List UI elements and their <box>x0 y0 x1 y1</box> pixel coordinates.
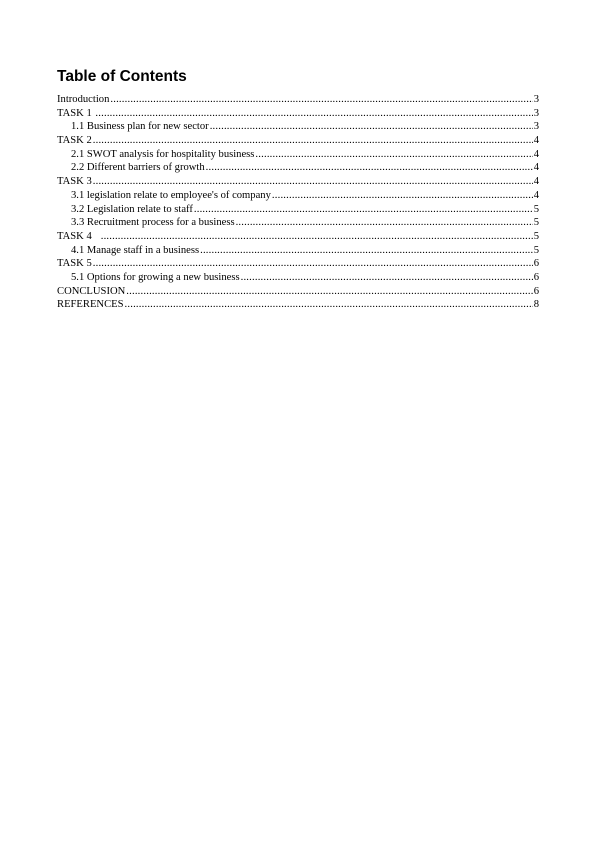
toc-entry-text: 5.1 Options for growing a new business <box>71 271 240 283</box>
toc-entry[interactable] <box>57 271 539 285</box>
toc-page-number: 5 <box>533 203 539 215</box>
toc-entry[interactable] <box>57 216 539 230</box>
toc-page-number: 4 <box>533 189 539 201</box>
toc-entry[interactable] <box>57 298 539 312</box>
toc-dot-leader <box>241 271 533 285</box>
toc-page-number: 5 <box>533 244 539 256</box>
toc-entry[interactable] <box>57 148 539 162</box>
toc-entry[interactable] <box>57 175 539 189</box>
toc-dot-leader <box>101 230 533 244</box>
toc-entry-text: 3.1 legislation relate to employee's of company <box>71 189 271 201</box>
toc-dot-leader <box>236 216 533 230</box>
table-of-contents <box>57 93 539 312</box>
toc-dot-leader <box>125 298 533 312</box>
toc-entry-text: TASK 4 <box>57 230 100 242</box>
toc-page-number: 5 <box>533 217 539 229</box>
toc-dot-leader <box>93 134 533 148</box>
toc-page-number: 4 <box>533 148 539 160</box>
toc-entry-text: TASK 2 <box>57 135 92 147</box>
toc-entry-text: 3.2 Legislation relate to staff <box>71 203 193 215</box>
toc-page-number: 3 <box>533 94 539 105</box>
toc-entry-text: Introduction <box>57 94 110 105</box>
toc-dot-leader <box>93 257 533 271</box>
toc-page-number: 3 <box>533 107 539 119</box>
toc-dot-leader <box>272 189 533 203</box>
toc-dot-leader <box>126 285 532 299</box>
toc-entry-text: 1.1 Business plan for new sector <box>71 121 209 133</box>
toc-page-number: 6 <box>533 258 539 270</box>
toc-title: Table of Contents <box>57 68 187 85</box>
toc-page-number: 5 <box>533 230 539 242</box>
toc-dot-leader <box>200 244 533 258</box>
toc-entry[interactable] <box>57 134 539 148</box>
toc-entry[interactable] <box>57 161 539 175</box>
toc-page-number: 6 <box>533 271 539 283</box>
toc-page-number: 4 <box>533 135 539 147</box>
toc-entry-text: 2.1 SWOT analysis for hospitality business <box>71 148 255 160</box>
toc-dot-leader <box>210 120 533 134</box>
toc-entry[interactable] <box>57 230 539 244</box>
toc-entry[interactable] <box>57 189 539 203</box>
toc-entry-text: 2.2 Different barriers of growth <box>71 162 205 174</box>
toc-page-number: 8 <box>533 299 539 311</box>
toc-entry-text: TASK 3 <box>57 176 92 188</box>
toc-dot-leader <box>93 175 533 189</box>
toc-entry-text: TASK 1 <box>57 107 95 119</box>
toc-entry-text: 3.3 Recruitment process for a business <box>71 217 235 229</box>
toc-page-number: 3 <box>533 121 539 133</box>
toc-entry[interactable] <box>57 120 539 134</box>
toc-entry[interactable] <box>57 203 539 217</box>
toc-page-number: 4 <box>533 162 539 174</box>
toc-page-number: 6 <box>533 285 539 297</box>
toc-entry-text: 4.1 Manage staff in a business <box>71 244 200 256</box>
toc-entry-text: REFERENCES <box>57 299 124 311</box>
toc-entry[interactable] <box>57 107 539 121</box>
toc-dot-leader <box>95 107 532 121</box>
toc-entry[interactable] <box>57 285 539 299</box>
toc-entry-text: CONCLUSION <box>57 285 126 297</box>
toc-entry[interactable] <box>57 93 539 107</box>
toc-page-number: 4 <box>533 176 539 188</box>
toc-entry-text: TASK 5 <box>57 258 92 270</box>
toc-entry[interactable] <box>57 244 539 258</box>
toc-dot-leader <box>110 93 532 107</box>
toc-dot-leader <box>255 148 532 162</box>
toc-entry[interactable] <box>57 257 539 271</box>
toc-dot-leader <box>206 161 533 175</box>
toc-dot-leader <box>194 203 533 217</box>
